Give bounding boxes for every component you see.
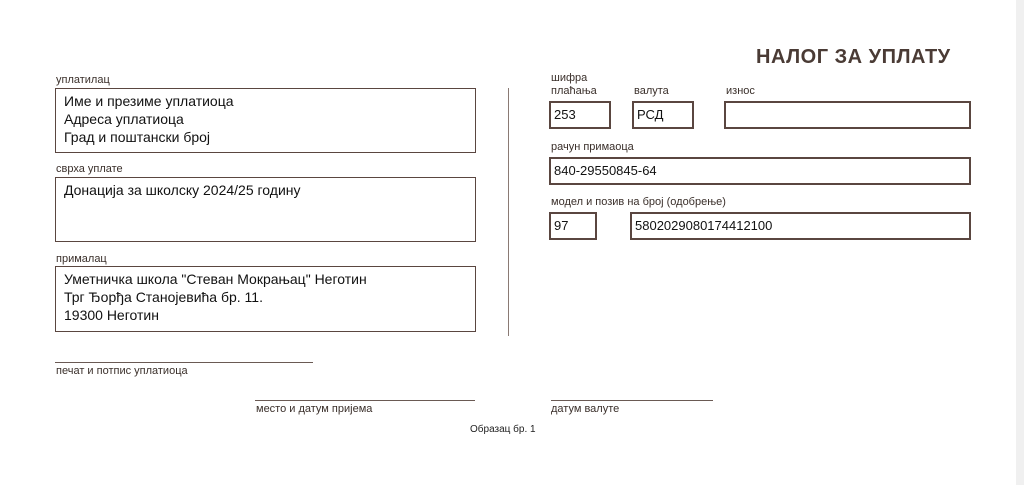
recipient-line: Уметничка школа "Стеван Мокрањац" Неготин [64, 271, 367, 287]
recipient-line: Трг Ђорђа Станојевића бр. 11. [64, 289, 263, 305]
reference-number-field[interactable]: 5802029080174412100 [630, 212, 971, 240]
signature-line [55, 362, 313, 363]
amount-field[interactable] [724, 101, 971, 129]
currency-label: валута [634, 85, 669, 97]
payer-line: Име и презиме уплатиоца [64, 93, 234, 109]
amount-label: износ [726, 85, 755, 97]
place-date-label: место и датум пријема [256, 403, 373, 415]
place-date-line [255, 400, 475, 401]
recipient-line: 19300 Неготин [64, 307, 159, 323]
signature-label: печат и потпис уплатиоца [56, 365, 188, 377]
account-field[interactable]: 840-29550845-64 [549, 157, 971, 185]
value-date-line [551, 400, 713, 401]
purpose-label: сврха уплате [56, 163, 123, 175]
recipient-label: прималац [56, 253, 107, 265]
recipient-box[interactable] [55, 266, 476, 332]
form-title: НАЛОГ ЗА УПЛАТУ [756, 46, 951, 68]
form-number: Образац бр. 1 [470, 424, 536, 435]
payment-code-field[interactable]: 253 [549, 101, 611, 129]
payer-label: уплатилац [56, 74, 110, 86]
model-field[interactable]: 97 [549, 212, 597, 240]
payer-line: Адреса уплатиоца [64, 111, 184, 127]
payer-line: Град и поштански број [64, 129, 211, 145]
reference-label: модел и позив на број (одобрење) [551, 196, 726, 208]
purpose-line: Донација за школску 2024/25 годину [64, 182, 301, 198]
value-date-label: датум валуте [551, 403, 620, 415]
payer-box[interactable] [55, 88, 476, 153]
purpose-box[interactable] [55, 177, 476, 242]
column-divider [508, 88, 509, 336]
page-edge [1016, 0, 1024, 485]
account-label: рачун примаоца [551, 141, 634, 153]
payment-code-label-line2: плаћања [551, 85, 597, 97]
currency-field[interactable]: РСД [632, 101, 694, 129]
payment-code-label-line1: шифра [551, 72, 588, 84]
